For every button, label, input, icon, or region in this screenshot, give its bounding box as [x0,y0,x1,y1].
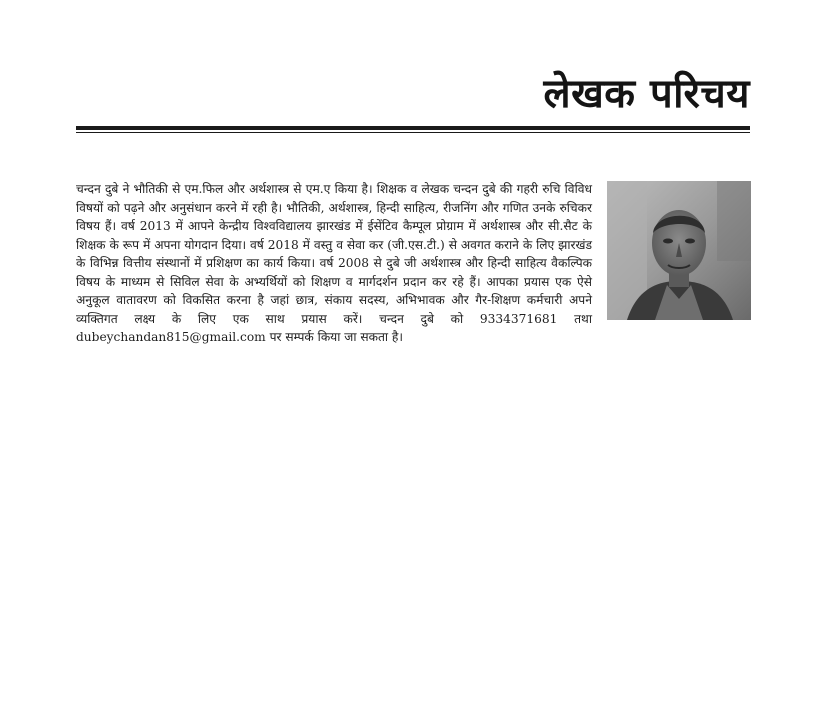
title-rule-thick [76,126,750,130]
page-title: लेखक परिचय [543,71,750,117]
author-photo [607,181,751,320]
title-rule-thin [76,132,750,133]
author-bio: चन्दन दुबे ने भौतिकी से एम.फिल और अर्थशास्त्र से एम.ए किया है। शिक्षक व लेखक चन्दन दुबे की गहरी रुचि विविध विषयों को पढ़ने और अनुसंधान करने में रही है। भौतिकी, अर्थशास्त्र, हिन्दी साहित्य, रीजनिंग और गणित उनके रुचिकर विषय हैं। वर्ष 2013 में आपने केन्द्रीय विश्वविद्यालय झारखंड में ईसेंटिव कैम्पूल प्रोग्राम में अर्थशास्त्र और सी.सैट के शिक्षक के रूप में अपना योगदान दिया। वर्ष 2018 में वस्तु व सेवा कर (जी.एस.टी.) से अवगत कराने के लिए झारखंड के विभिन्न वित्तीय संस्थानों में प्रशिक्षण का कार्य किया। वर्ष 2008 से दुबे जी अर्थशास्त्र और हिन्दी साहित्य वैकल्पिक विषय के माध्यम से सिविल सेवा के अभ्यर्थियों को शिक्षण व मार्गदर्शन प्रदान कर रहे हैं। आपका प्रयास एक ऐसे अनुकूल वातावरण को विकसित करना है जहां छात्र, संकाय सदस्य, अभिभावक और गैर-शिक्षण कर्मचारी अपने व्यक्तिगत लक्ष्य के लिए एक साथ प्रयास करें। चन्दन दुबे को 9334371681 तथा dubeychandan815@gmail.com पर सम्पर्क किया जा सकता है। [76,182,592,344]
